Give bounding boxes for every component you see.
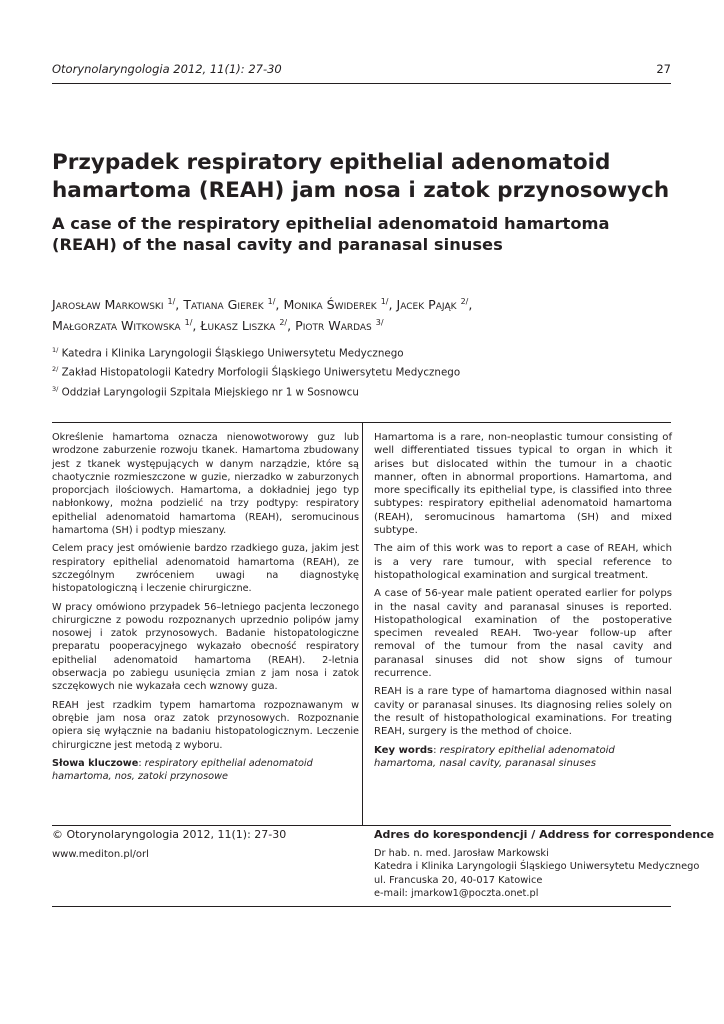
- author: Łukasz Liszka $^{2/}$,: [200, 318, 296, 334]
- abstract-paragraph: REAH jest rzadkim typem hamartoma rozpoznawanym w obrębie jam nosa oraz zatok przynosowych. Rozpoznanie opiera się wyłącznie na badaniu histopatologicznym. Leczenie chirurgiczne jest metodą z wyboru.: [52, 699, 359, 751]
- abstract-paragraph: The aim of this work was to report a case of REAH, which is a very rare tumour, with special reference to histopathological examination and surgical treatment.: [374, 543, 672, 581]
- correspondence-line: Katedra i Klinika Laryngologii Śląskiego Uniwersytetu Medycznego: [374, 861, 700, 873]
- correspondence-address: [374, 847, 700, 901]
- abstract-paragraph: Określenie hamartoma oznacza nienowotworowy guz lub wrodzone zaburzenie rozwoju tkanek. Hamartoma zbudowany jest z tkanek występujących w danym narządzie, które są chaotycznie rozmieszczone w guzie, nierzadko w zaburzonych proporcjach ilościowych. Hamartoma, a dokładniej jego typ nabłonkowy, można podzielić na trzy podtypy: respiratory epithelial adenomatoid hamartoma (REAH), seromucinous hamartoma (SH) i podtyp mieszany.: [52, 432, 359, 537]
- author: Tatiana Gierek $^{1/}$,: [183, 297, 284, 313]
- page-number: 27: [656, 62, 671, 76]
- correspondence-title: Adres do korespondencji / Address for correspondence: [374, 828, 715, 841]
- keywords-polish: Słowa kluczowe: respiratory epithelial adenomatoid hamartoma, nos, zatoki przynosowe: [52, 757, 313, 783]
- affiliation: $^{1/}$ Katedra i Klinika Laryngologii Śląskiego Uniwersytetu Medycznego: [52, 346, 404, 360]
- journal-reference: Otorynolaryngologia 2012, 11(1): 27-30: [52, 62, 282, 76]
- abstract-polish: [52, 431, 359, 788]
- title-english: A case of the respiratory epithelial adenomatoid hamartoma (REAH) of the nasal cavity and paranasal sinuses: [52, 214, 610, 254]
- correspondence-line: ul. Francuska 20, 40-017 Katowice: [374, 874, 543, 886]
- title-polish: Przypadek respiratory epithelial adenomatoid hamartoma (REAH) jam nosa i zatok przynosowych: [52, 150, 670, 203]
- abstract-paragraph: Hamartoma is a rare, non-neoplastic tumour consisting of well differentiated tissues typical to organ in which it arises but dislocated within the tumour in a chaotic manner, often in abnormal proportions. Hamartoma, and more specifically its epithelial type, is classified into three subtypes: respiratory epithelial adenomatoid hamartoma (REAH), seromucinous hamartoma (SH) and mixed subtype.: [374, 432, 672, 537]
- author: Małgorzata Witkowska $^{1/}$,: [52, 318, 201, 334]
- affiliation: $^{2/}$ Zakład Histopatologii Katedry Morfologii Śląskiego Uniwersytetu Medycznego: [52, 365, 461, 379]
- author: Piotr Wardas $^{3/}$: [295, 318, 384, 334]
- keywords-english: Key words: respiratory epithelial adenomatoid hamartoma, nasal cavity, paranasal sinuses: [374, 744, 615, 769]
- copyright-notice: © Otorynolaryngologia 2012, 11(1): 27-30: [52, 828, 287, 841]
- header-rule: [52, 83, 671, 84]
- abstract-paragraph: Celem pracy jest omówienie bardzo rzadkiego guza, jakim jest respiratory epithelial adenomatoid hamartoma (REAH), ze szczególnym zwróceniem uwagi na diagnostykę histopatologiczną i leczenie chirurgiczne.: [52, 543, 359, 595]
- abstract-paragraph: A case of 56-year male patient operated earlier for polyps in the nasal cavity and paranasal sinuses is reported. Histopathological examination of the postoperative specimen revealed REAH. Two-year follow-up after removal of the tumour from the nasal cavity and paranasal sinuses did not show signs of tumour recurrence.: [374, 588, 672, 680]
- abstract-paragraph: REAH is a rare type of hamartoma diagnosed within nasal cavity or paranasal sinuses. Its diagnosing relies solely on the result of histopathological examinations. For treating REAH, surgery is the method of choice.: [374, 686, 672, 738]
- author-list: [52, 293, 672, 335]
- column-divider: [362, 422, 363, 825]
- abstract-english: [374, 431, 672, 775]
- website-link[interactable]: www.mediton.pl/orl: [52, 849, 149, 860]
- author: Jacek Pająk $^{2/}$,: [396, 297, 473, 313]
- author: Monika Świderek $^{1/}$,: [283, 297, 397, 313]
- abstract-paragraph: W pracy omówiono przypadek 56–letniego pacjenta leczonego chirurgiczne z powodu rozpoznanych uprzednio polipów jamy nosowej i zatok przynosowych. Badanie histopatologiczne preparatu pooperacyjnego wykazało obecność respiratory epithelial adenomatoid hamartoma (REAH). 2-letnia obserwacja po zabiegu usunięcia zmian z jam nosa i zatok szczękowych nie wykazała cech wznowy guza.: [52, 601, 359, 693]
- footer-rule: [52, 825, 671, 826]
- affiliation: $^{3/}$ Oddział Laryngologii Szpitala Miejskiego nr 1 w Sosnowcu: [52, 384, 359, 399]
- correspondence-email[interactable]: e-mail: jmarkow1@poczta.onet.pl: [374, 888, 539, 900]
- author: Jarosław Markowski $^{1/}$,: [52, 297, 184, 313]
- footer-end-rule: [52, 906, 671, 907]
- affiliations: [52, 342, 672, 400]
- correspondence-line: Dr hab. n. med. Jarosław Markowski: [374, 848, 549, 859]
